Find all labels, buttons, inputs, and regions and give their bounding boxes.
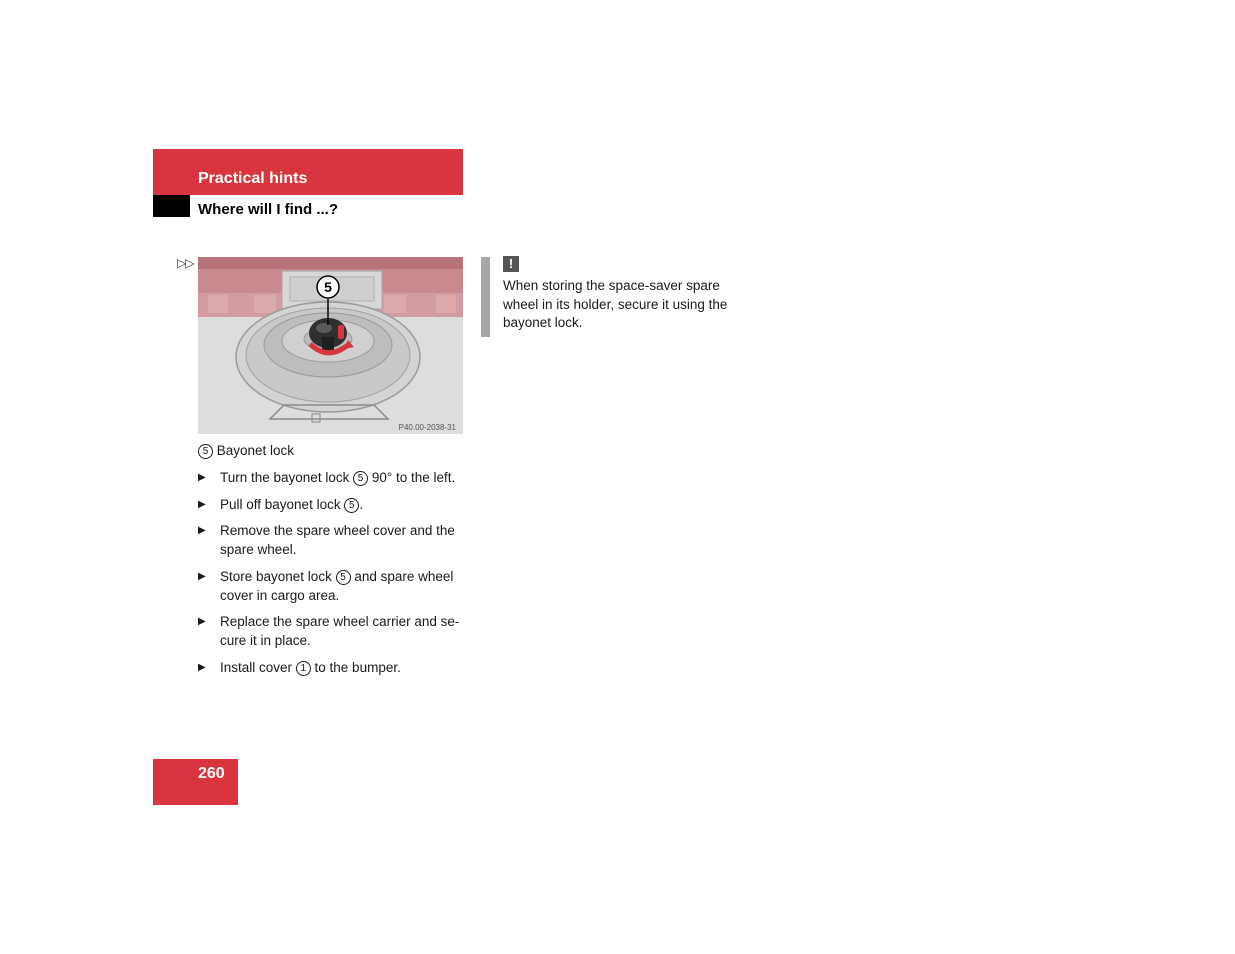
callout-number: 5: [198, 444, 213, 459]
list-item: ▶ Remove the spare wheel cover and the spare wheel.: [198, 523, 455, 557]
list-item: ▶ Store bayonet lock 5 and spare wheel cover in cargo area.: [198, 568, 454, 603]
section-title: Practical hints: [198, 170, 308, 187]
callout-number: 5: [336, 570, 351, 585]
warning-icon: !: [503, 256, 519, 272]
callout-number: 5: [344, 498, 359, 513]
subsection-marker: [153, 195, 190, 217]
callout-number: 5: [353, 471, 368, 486]
figure-caption: [198, 442, 294, 460]
note-text: When storing the space-saver spare wheel in its holder, secure it using the bayonet lock.: [503, 278, 728, 330]
bullet-icon: ▶: [198, 570, 206, 582]
bullet-icon: ▶: [198, 661, 206, 673]
spare-wheel-illustration: [198, 257, 463, 434]
subsection-title: Where will I find ...?: [198, 201, 339, 218]
figure-callout-label: 5: [324, 279, 332, 295]
caption-text: Bayonet lock: [216, 443, 295, 458]
callout-number: 1: [296, 661, 311, 676]
figure-code: P40.00-2038-31: [398, 423, 456, 432]
bullet-icon: ▶: [198, 525, 206, 536]
bullet-icon: ▶: [198, 498, 206, 510]
page-number: 260: [198, 765, 225, 782]
list-item: ▶ Turn the bayonet lock 5 90° to the left.: [198, 470, 456, 485]
list-item: ▶ Install cover 1 to the bumper.: [198, 659, 401, 675]
list-item: ▶ Replace the spare wheel carrier and se-cure it in place.: [198, 614, 460, 648]
list-item: ▶ Pull off bayonet lock 5 .: [198, 496, 364, 512]
page-number-box: [153, 759, 238, 805]
note-bar: [481, 257, 490, 337]
bullet-icon: ▶: [198, 472, 206, 483]
instruction-list: [198, 468, 468, 684]
bullet-icon: ▶: [198, 616, 206, 627]
continuation-marker: ▷▷: [177, 256, 194, 270]
